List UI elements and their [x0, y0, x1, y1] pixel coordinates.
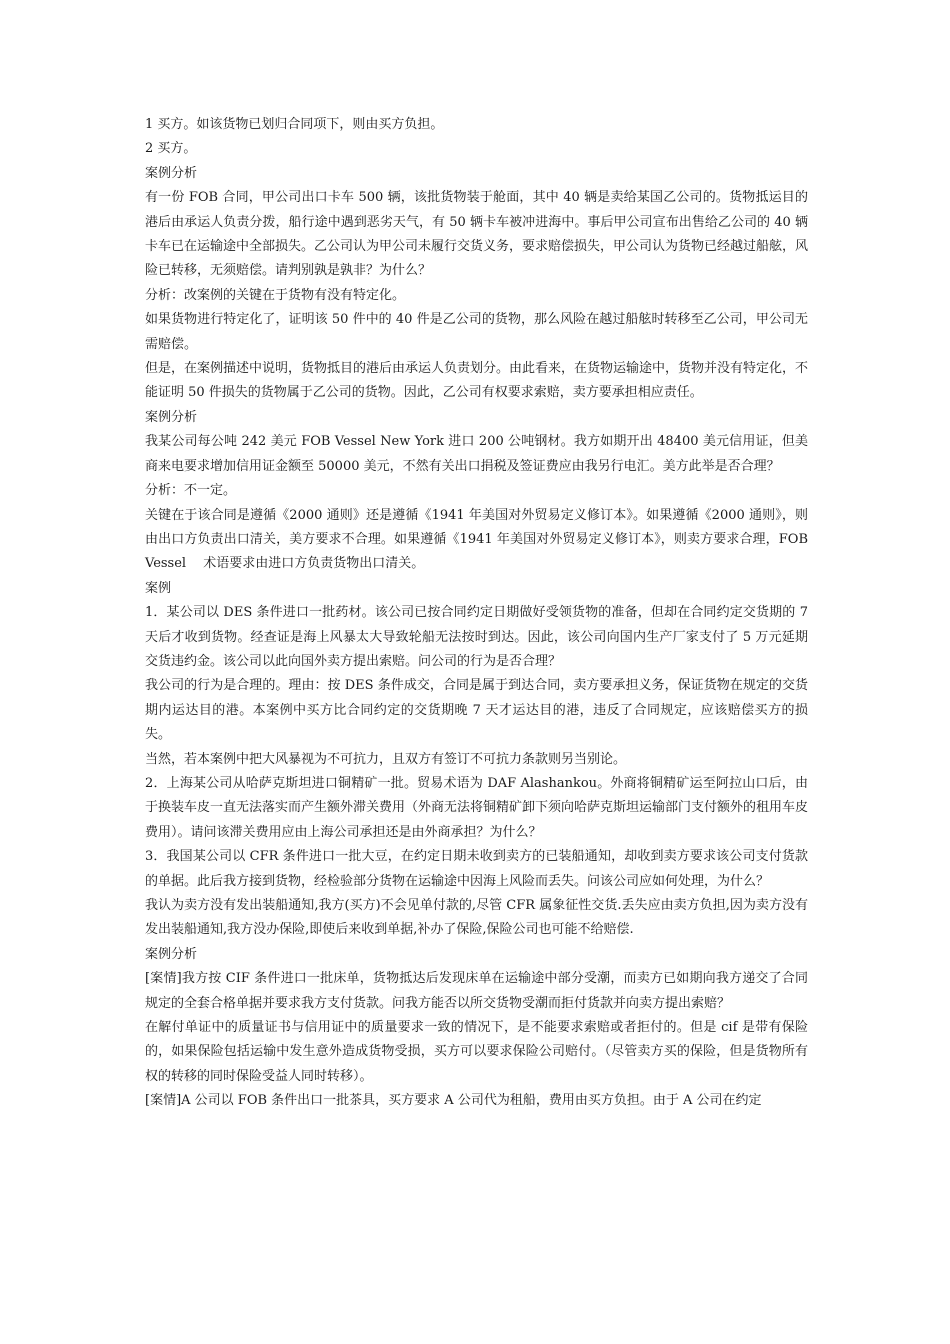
paragraph-10: 分析：不一定。	[145, 483, 237, 499]
paragraph-21: 在解付单证中的质量证书与信用证中的质量要求一致的情况下，是不能要求索赔或者拒付的。但是 cif 是带有保险的，如果保险包括运输中发生意外造成货物受损，买方可以要求保险公司赔付。（尽管卖方买的保险，但是货物所有权的转移的同时保险受益人同时转移）。	[145, 1020, 808, 1084]
paragraph-15: 当然，若本案例中把大风暴视为不可抗力，且双方有签订不可抗力条款则另当别论。	[145, 751, 627, 767]
paragraph-22: [案情]A 公司以 FOB 条件出口一批茶具，买方要求 A 公司代为租船，费用由买方负担。由于 A 公司在约定	[145, 1093, 762, 1109]
paragraph-18: 我认为卖方没有发出装船通知,我方(买方)不会见单付款的,尽管 CFR 属象征性交货.丢失应由卖方负担,因为卖方没有发出装船通知,我方没办保险,即使后来收到单据,补办了保险,保险公司也可能不给赔偿.	[145, 898, 808, 938]
paragraph-7: 但是，在案例描述中说明，货物抵目的港后由承运人负责划分。由此看来，在货物运输途中，货物并没有特定化，不能证明 50 件损失的货物属于乙公司的货物。因此，乙公司有权要求索赔，卖方要承担相应责任。	[145, 361, 809, 401]
paragraph-2: 2 买方。	[145, 141, 197, 157]
paragraph-1: 1 买方。如该货物已划归合同项下，则由买方负担。	[145, 117, 444, 132]
document-page	[145, 113, 808, 1114]
section-heading: 案例	[145, 580, 172, 596]
paragraph-20: [案情]我方按 CIF 条件进口一批床单，货物抵达后发现床单在运输途中部分受潮，而卖方已如期向我方递交了合同规定的全套合格单据并要求我方支付货款。问我方能否以所交货物受潮而拒付货款并向卖方提出索赔？	[145, 971, 808, 1011]
paragraph-4: 有一份 FOB 合同，甲公司出口卡车 500 辆，该批货物装于舱面，其中 40 辆是卖给某国乙公司的。货物抵运目的港后由承运人负责分拨，船行途中遇到恶劣天气，有 50 辆卡车被冲进海中。事后甲公司宣布出售给乙公司的 40 辆卡车已在运输途中全部损失。乙公司认为甲公司未履行交货义务，要求赔偿损失，甲公司认为货物已经越过船舷，风险已转移，无须赔偿。请判别孰是孰非？为什么？	[145, 190, 809, 279]
section-heading: 案例分析	[145, 409, 198, 425]
paragraph-11: 关键在于该合同是遵循《2000 通则》还是遵循《1941 年美国对外贸易定义修订本》。如果遵循《2000 通则》，则由出口方负责出口清关，美方要求不合理。如果遵循《1941 年美国对外贸易定义修订本》，则卖方要求合理，FOB Vessel 术语要求由进口方负责货物出口清关。	[145, 507, 808, 572]
paragraph-16: 2．上海某公司从哈萨克斯坦进口铜精矿一批。贸易术语为 DAF Alashankou。外商将铜精矿运至阿拉山口后，由于换装车皮一直无法落实而产生额外滞关费用（外商无法将铜精矿卸下须向哈萨克斯坦运输部门支付额外的租用车皮费用）。请问该滞关费用应由上海公司承担还是由外商承担？为什么？	[145, 775, 809, 840]
paragraph-6: 如果货物进行特定化了，证明该 50 件中的 40 件是乙公司的货物，那么风险在越过船舷时转移至乙公司，甲公司无需赔偿。	[145, 312, 808, 352]
paragraph-9: 我某公司每公吨 242 美元 FOB Vessel New York 进口 200 公吨钢材。我方如期开出 48400 美元信用证，但美商来电要求增加信用证金额至 50000 美元，不然有关出口捐税及签证费应由我另行电汇。美方此举是否合理？	[145, 434, 808, 474]
paragraph-5: 分析：改案例的关键在于货物有没有特定化。	[145, 287, 406, 303]
section-heading: 案例分析	[145, 946, 198, 962]
paragraph-13: 1．某公司以 DES 条件进口一批药材。该公司已按合同约定日期做好受领货物的准备，但却在合同约定交货期的 7 天后才收到货物。经查证是海上风暴太大导致轮船无法按时到达。因此，该公司向国内生产厂家支付了 5 万元延期交货违约金。该公司以此向国外卖方提出索赔。问公司的行为是否合理？	[145, 605, 808, 669]
paragraph-14: 我公司的行为是合理的。理由：按 DES 条件成交，合同是属于到达合同，卖方要承担义务，保证货物在规定的交货期内运达目的港。本案例中买方比合同约定的交货期晚 7 天才运达目的港，违反了合同规定，应该赔偿买方的损失。	[145, 678, 808, 743]
paragraph-17: 3．我国某公司以 CFR 条件进口一批大豆，在约定日期未收到卖方的已装船通知，却收到卖方要求该公司支付货款的单据。此后我方接到货物，经检验部分货物在运输途中因海上风险而丢失。问该公司应如何处理，为什么？	[145, 849, 808, 889]
section-heading: 案例分析	[145, 165, 198, 181]
